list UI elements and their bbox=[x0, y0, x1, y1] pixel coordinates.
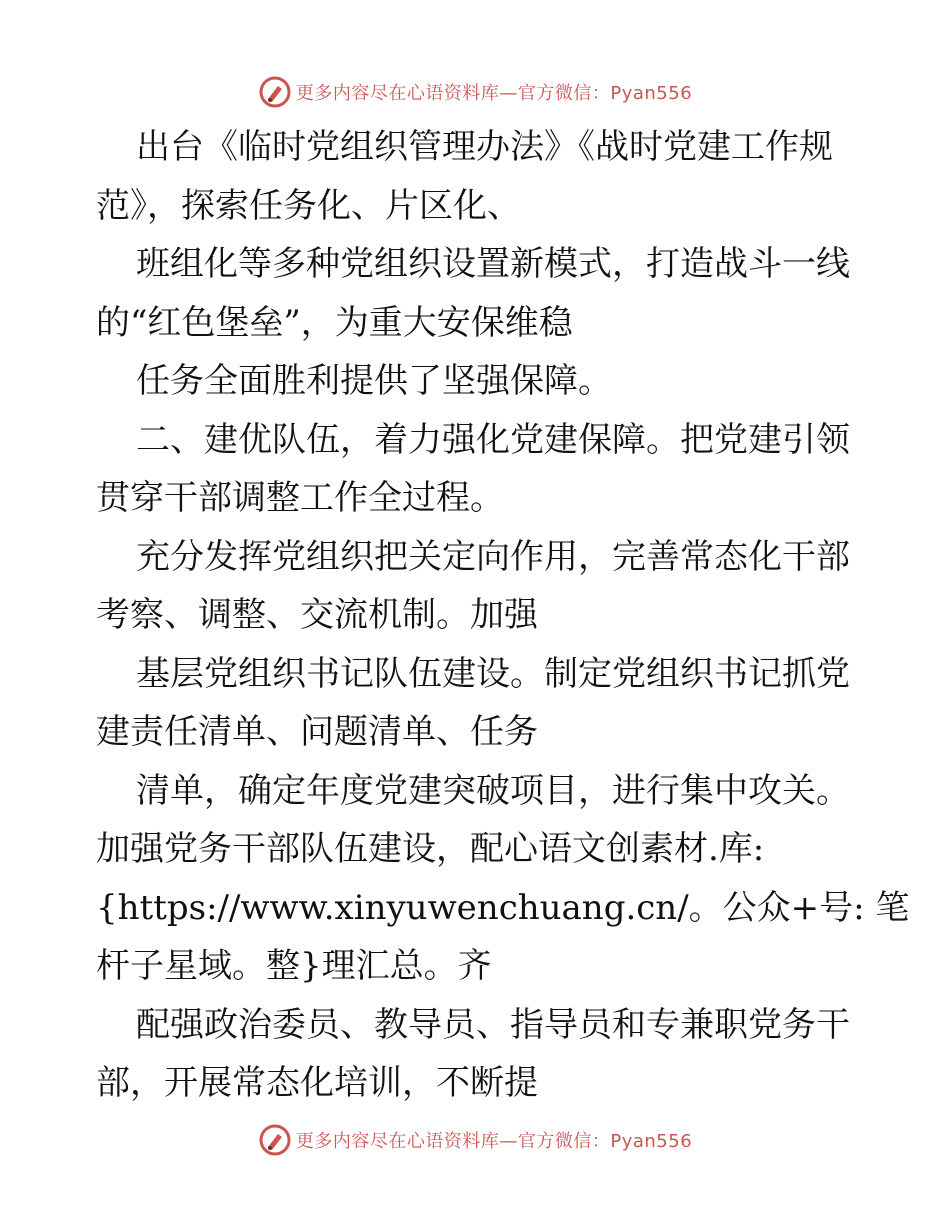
watermark-banner-top bbox=[0, 70, 950, 114]
text-line: 杆子星域。整}理汇总。齐 bbox=[96, 946, 492, 986]
text-line: 出台《临时党组织管理办法》《战时党建工作规 bbox=[136, 127, 833, 167]
text-line: 任务全面胜利提供了坚强保障。 bbox=[136, 361, 612, 401]
text-line: 考察、调整、交流机制。加强 bbox=[96, 595, 538, 635]
text-line: 范》，探索任务化、片区化、 bbox=[96, 185, 521, 226]
watermark-text: 更多内容尽在心语资料库—官方微信：Pyan556 bbox=[295, 83, 693, 104]
text-line: 基层党组织书记队伍建设。制定党组织书记抓党 bbox=[136, 653, 850, 694]
text-line: 建责任清单、问题清单、任务 bbox=[96, 712, 538, 752]
text-line: 二、建优队伍，着力强化党建保障。把党建引领 bbox=[136, 419, 850, 460]
text-line: 的“红色堡垒”，为重大安保维稳 bbox=[96, 302, 573, 343]
pen-circle-logo-icon bbox=[258, 75, 292, 109]
text-line: 班组化等多种党组织设置新模式，打造战斗一线 bbox=[136, 244, 850, 284]
pen-circle-logo-icon bbox=[258, 1123, 292, 1157]
watermark-banner-bottom bbox=[0, 1118, 950, 1162]
watermark-text: 更多内容尽在心语资料库—官方微信：Pyan556 bbox=[295, 1131, 693, 1152]
text-line: 配强政治委员、教导员、指导员和专兼职党务干 bbox=[136, 1004, 850, 1045]
text-line: 充分发挥党组织把关定向作用，完善常态化干部 bbox=[136, 536, 850, 577]
body-text bbox=[96, 118, 910, 1113]
text-line: 加强党务干部队伍建设，配心语文创素材.库: bbox=[96, 829, 765, 869]
text-line: 清单，确定年度党建突破项目，进行集中攻关。 bbox=[136, 770, 850, 811]
text-line: 部，开展常态化培训，不断提 bbox=[96, 1063, 538, 1103]
text-line: 贯穿干部调整工作全过程。 bbox=[96, 478, 504, 518]
text-line: {https://www.xinyuwenchuang.cn/。公众+号: 笔 bbox=[96, 887, 910, 928]
